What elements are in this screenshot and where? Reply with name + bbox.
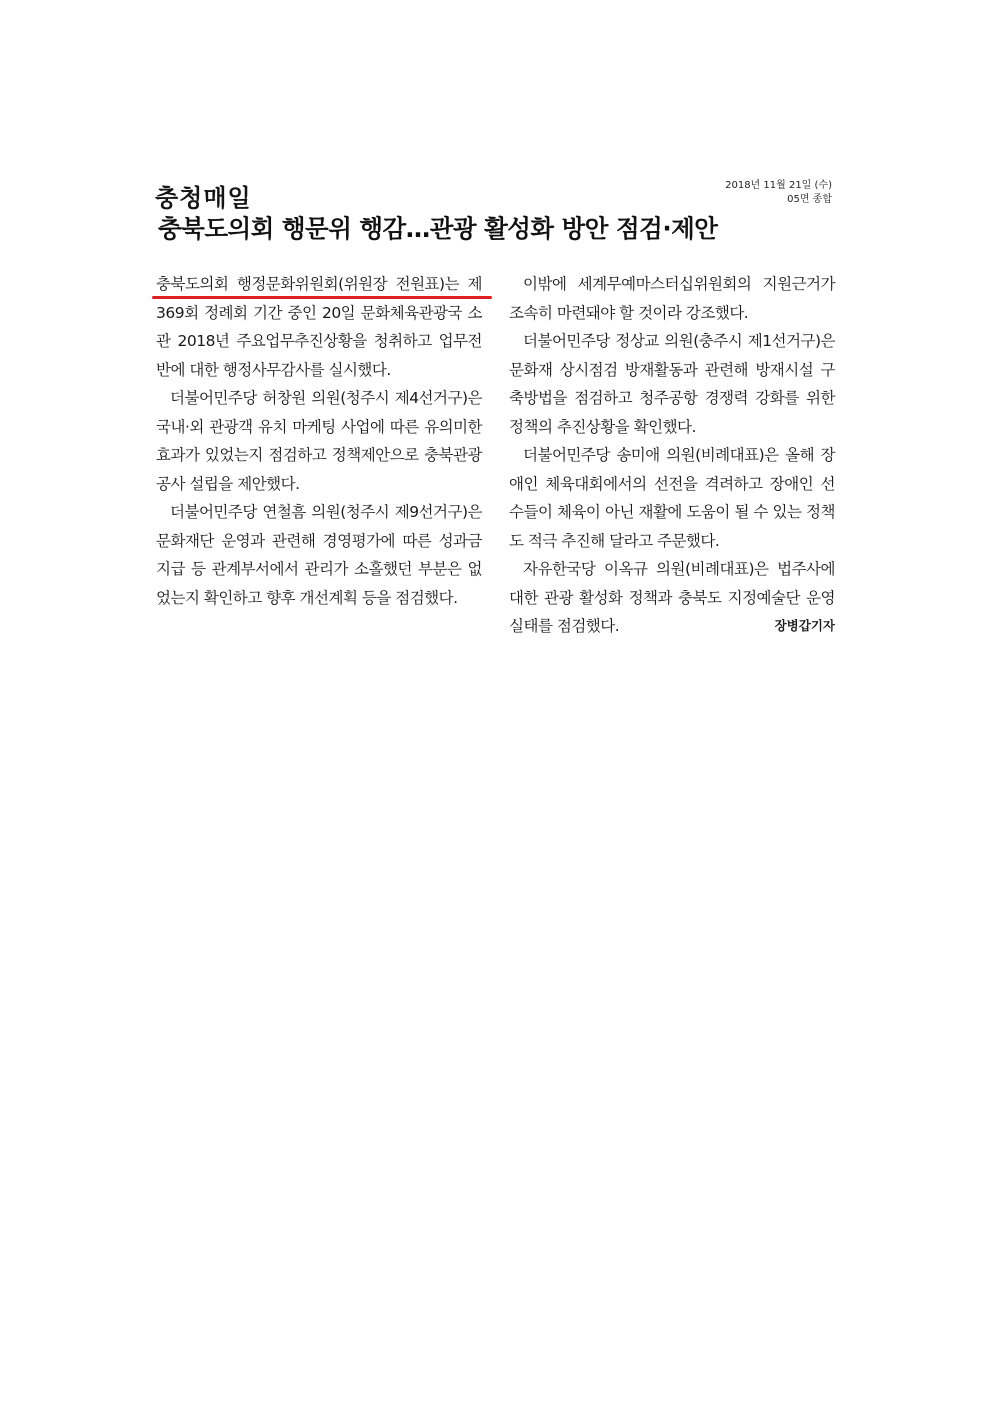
article-paragraph: 충북도의회 행정문화위원회(위원장 전원표)는 제369회 정례회 기간 중인 20일 문화체육관광국 소관 2018년 주요업무추진상황을 청취하고 업무전반에 대한 행정사무감사를 실시했다.: [156, 275, 482, 379]
article-headline: 충북도의회 행문위 행감…관광 활성화 방안 점검·제안: [158, 214, 718, 243]
article-paragraph: 더불어민주당 연철흠 의원(청주시 제9선거구)은 문화재단 운영과 관련해 경영평가에 따른 성과금 지급 등 관계부서에서 관리가 소홀했던 부분은 없었는지 확인하고 향후 개선계획 등을 점검했다.: [156, 503, 482, 607]
publication-date: 2018년 11월 21일 (수): [725, 180, 832, 191]
article-paragraph: 이밖에 세계무예마스터십위원회의 지원근거가 조속히 마련돼야 할 것이라 강조했다.: [509, 275, 835, 322]
page-section: 05면 종합: [787, 194, 832, 205]
article-paragraph-last: [509, 555, 835, 641]
article-paragraph-text: 자유한국당 이옥규 의원(비례대표)은 법주사에 대한 관광 활성화 정책과 충북도 지정예술단 운영 실태를 점검했다.: [509, 560, 835, 635]
article-column-right: [509, 270, 835, 641]
dateline: [725, 179, 832, 207]
reporter-byline: 장병갑기자: [774, 618, 835, 633]
article-paragraph: 더불어민주당 허창원 의원(청주시 제4선거구)은 국내·외 관광객 유치 마케팅 사업에 따른 유의미한 효과가 있었는지 점검하고 정책제안으로 충북관광공사 설립을 제안했다.: [156, 389, 482, 493]
article-paragraph: 더불어민주당 정상교 의원(충주시 제1선거구)은 문화재 상시점검 방재활동과 관련해 방재시설 구축방법을 점검하고 청주공항 경쟁력 강화를 위한 정책의 추진상황을 확인했다.: [509, 332, 835, 436]
article-column-left: [156, 270, 482, 612]
article-paragraph: 더불어민주당 송미애 의원(비례대표)은 올해 장애인 체육대회에서의 선전을 격려하고 장애인 선수들이 체육이 아닌 재활에 도움이 될 수 있는 정책도 적극 추진해 달라고 주문했다.: [509, 446, 835, 550]
newspaper-name: 충청매일: [155, 184, 252, 212]
